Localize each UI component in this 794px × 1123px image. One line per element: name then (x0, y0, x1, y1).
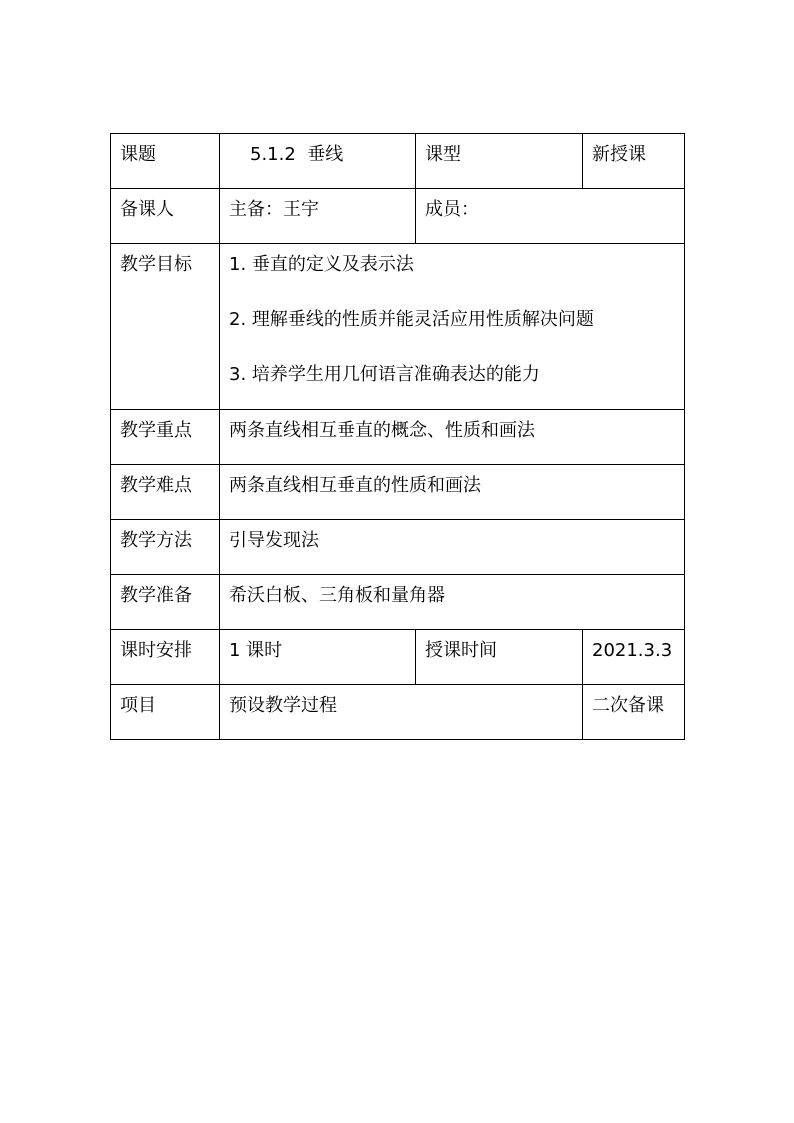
hours-label: 课时安排 (120, 640, 192, 661)
table-row-schedule (111, 630, 685, 685)
preparer-label: 备课人 (120, 199, 174, 220)
preparation-value-cell (220, 575, 685, 630)
type-value: 新授课 (592, 144, 646, 165)
table-row-preparer (111, 189, 685, 244)
date-value-cell (583, 630, 685, 685)
goal-item: 2. 理解垂线的性质并能灵活应用性质解决问题 (229, 309, 594, 330)
key-points-label: 教学重点 (120, 420, 192, 441)
method-value-cell (220, 520, 685, 575)
item-label-cell (111, 685, 220, 740)
difficulties-value: 两条直线相互垂直的性质和画法 (229, 475, 481, 496)
type-label-cell (416, 134, 583, 189)
key-points-label-cell (111, 410, 220, 465)
method-label: 教学方法 (120, 530, 192, 551)
table-row-process-header (111, 685, 685, 740)
process-label: 预设教学过程 (229, 695, 337, 716)
method-label-cell (111, 520, 220, 575)
difficulties-label: 教学难点 (120, 475, 192, 496)
table-row-key-points (111, 410, 685, 465)
item-label: 项目 (120, 695, 156, 716)
goals-value-cell (220, 244, 685, 410)
difficulties-value-cell (220, 465, 685, 520)
second-prep-label-cell (583, 685, 685, 740)
members-cell (416, 189, 685, 244)
key-points-value: 两条直线相互垂直的概念、性质和画法 (229, 420, 535, 441)
preparer-value: 主备：王宇 (229, 199, 319, 220)
goals-list (229, 244, 684, 386)
table-row-difficulties (111, 465, 685, 520)
table-row-method (111, 520, 685, 575)
type-label: 课型 (425, 144, 461, 165)
topic-value: 5.1.2 垂线 (250, 144, 344, 165)
hours-value-cell (220, 630, 416, 685)
goal-item: 1. 垂直的定义及表示法 (229, 254, 414, 275)
topic-label-cell (111, 134, 220, 189)
table-row-topic (111, 134, 685, 189)
preparation-label-cell (111, 575, 220, 630)
members-label: 成员： (425, 199, 479, 220)
type-value-cell (583, 134, 685, 189)
table-row-goals (111, 244, 685, 410)
second-prep-label: 二次备课 (592, 695, 664, 716)
goal-item: 3. 培养学生用几何语言准确表达的能力 (229, 364, 540, 385)
lesson-plan-table (110, 133, 685, 740)
topic-label: 课题 (120, 144, 156, 165)
difficulties-label-cell (111, 465, 220, 520)
date-value: 2021.3.3 (592, 640, 673, 661)
preparer-value-cell (220, 189, 416, 244)
goals-label: 教学目标 (120, 254, 192, 275)
table-row-preparation (111, 575, 685, 630)
method-value: 引导发现法 (229, 530, 319, 551)
date-label: 授课时间 (425, 640, 497, 661)
preparation-value: 希沃白板、三角板和量角器 (229, 585, 445, 606)
goals-label-cell (111, 244, 220, 410)
preparation-label: 教学准备 (120, 585, 192, 606)
key-points-value-cell (220, 410, 685, 465)
preparer-label-cell (111, 189, 220, 244)
topic-value-cell (220, 134, 416, 189)
process-label-cell (220, 685, 583, 740)
date-label-cell (416, 630, 583, 685)
hours-label-cell (111, 630, 220, 685)
hours-value: 1 课时 (229, 640, 283, 661)
